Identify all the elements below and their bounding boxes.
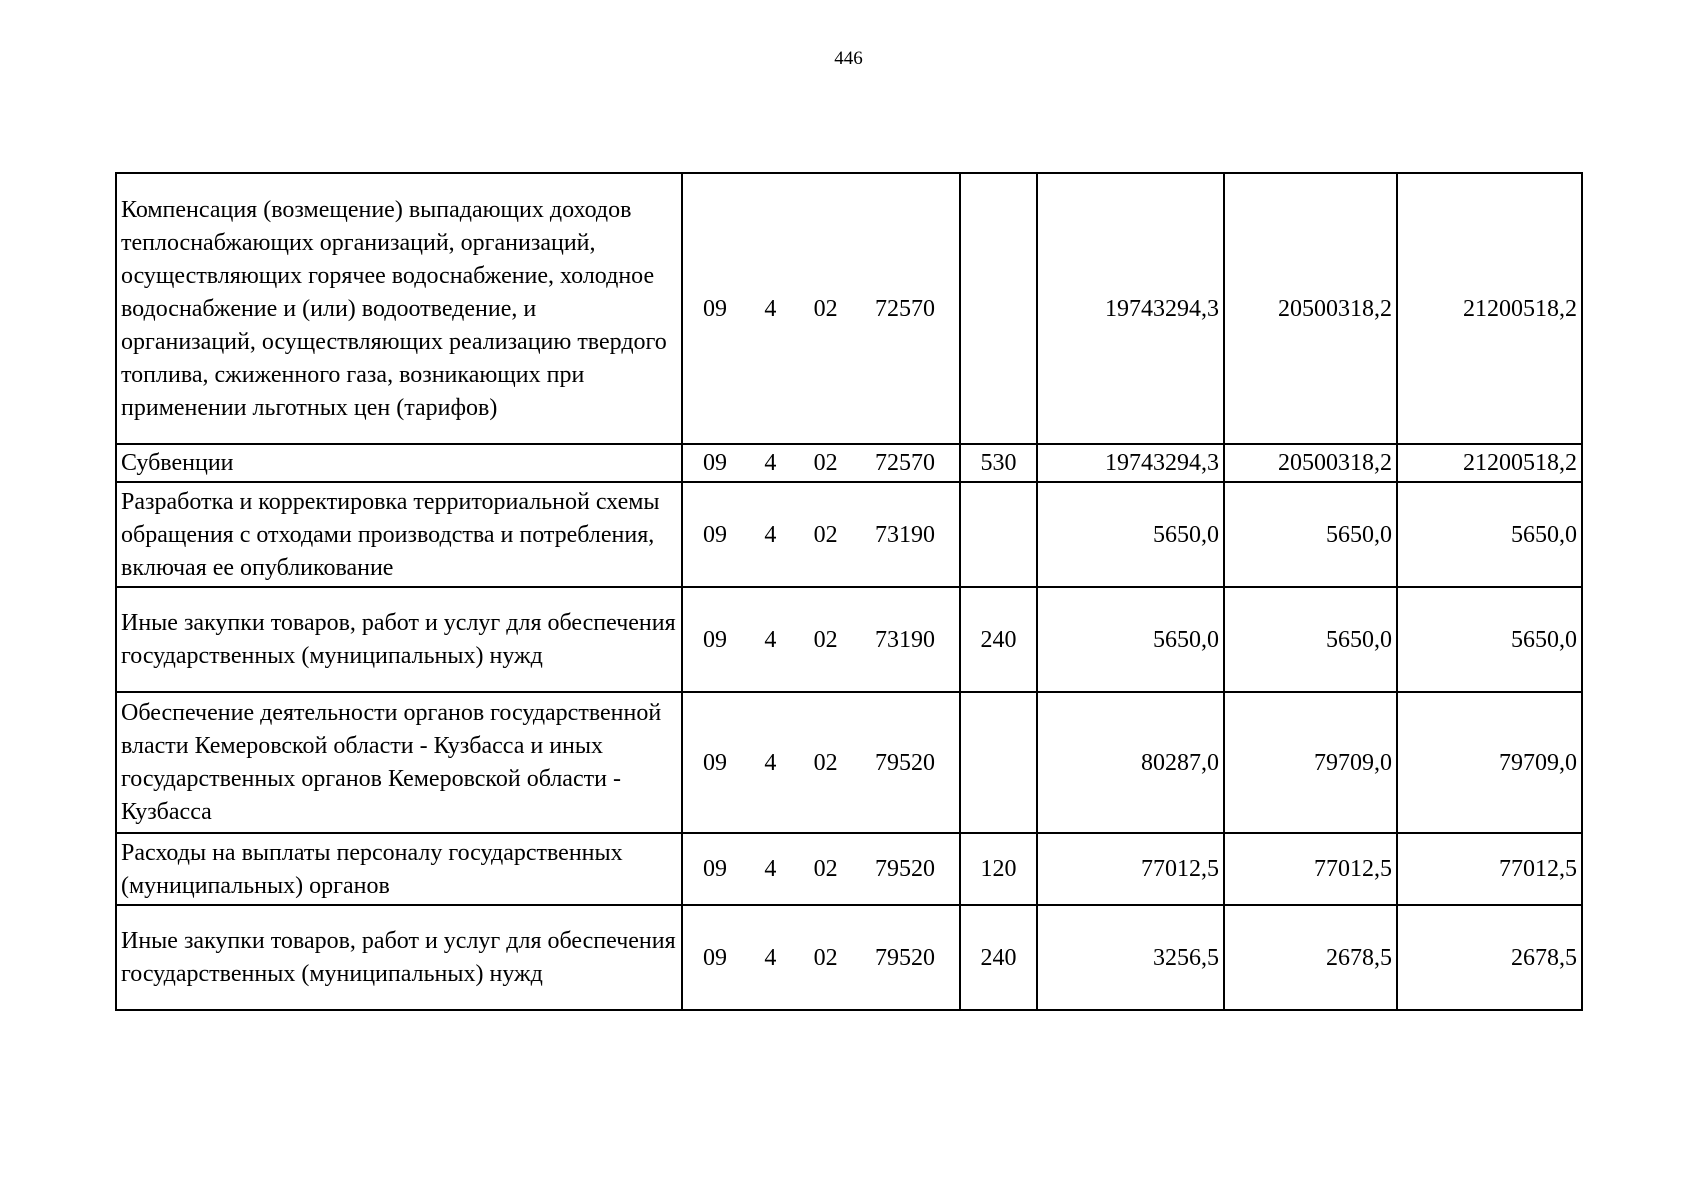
amount-year-1: 77012,5 xyxy=(1037,833,1224,905)
amount-year-2: 2678,5 xyxy=(1224,905,1397,1010)
expense-name: Расходы на выплаты персоналу государственных (муниципальных) органов xyxy=(116,833,682,905)
code-cell xyxy=(682,833,960,905)
amount-year-2: 20500318,2 xyxy=(1224,173,1397,444)
target-article-code: 79520 xyxy=(874,944,935,971)
amount-year-2: 79709,0 xyxy=(1224,692,1397,833)
amount-year-3: 21200518,2 xyxy=(1397,173,1582,444)
subprogram-code: 02 xyxy=(813,521,838,548)
expense-type-code xyxy=(960,173,1037,444)
expense-type-code: 240 xyxy=(960,905,1037,1010)
amount-year-1: 5650,0 xyxy=(1037,482,1224,587)
program-code: 4 xyxy=(764,295,777,322)
expense-type-code: 120 xyxy=(960,833,1037,905)
section-code: 09 xyxy=(703,856,727,882)
amount-year-1: 5650,0 xyxy=(1037,587,1224,692)
target-article-code: 72570 xyxy=(874,295,935,322)
table-body xyxy=(116,173,1582,1010)
expense-name: Обеспечение деятельности органов государственной власти Кемеровской области - Кузбасса и иных государственных органов Кемеровской области - Кузбасса xyxy=(116,692,682,833)
expense-name: Иные закупки товаров, работ и услуг для обеспечения государственных (муниципальных) нужд xyxy=(116,587,682,692)
subprogram-code: 02 xyxy=(813,944,838,971)
expense-type-code xyxy=(960,692,1037,833)
amount-year-2: 5650,0 xyxy=(1224,587,1397,692)
target-article-code: 73190 xyxy=(874,521,935,548)
table-row xyxy=(116,905,1582,1010)
section-code: 09 xyxy=(703,521,727,548)
section-code: 09 xyxy=(703,944,727,971)
subprogram-code: 02 xyxy=(813,626,838,653)
subprogram-code: 02 xyxy=(813,749,838,776)
amount-year-3: 5650,0 xyxy=(1397,587,1582,692)
target-article-code: 72570 xyxy=(874,450,935,476)
program-code: 4 xyxy=(764,749,777,776)
target-article-code: 73190 xyxy=(874,626,935,653)
amount-year-1: 19743294,3 xyxy=(1037,444,1224,482)
expense-type-code xyxy=(960,482,1037,587)
code-cell xyxy=(682,692,960,833)
expense-name: Иные закупки товаров, работ и услуг для обеспечения государственных (муниципальных) нужд xyxy=(116,905,682,1010)
section-code: 09 xyxy=(703,749,727,776)
expense-name: Субвенции xyxy=(116,444,682,482)
table-row xyxy=(116,833,1582,905)
target-article-code: 79520 xyxy=(874,856,935,882)
program-code: 4 xyxy=(764,521,777,548)
target-article-code: 79520 xyxy=(874,749,935,776)
amount-year-3: 5650,0 xyxy=(1397,482,1582,587)
table-row xyxy=(116,173,1582,444)
subprogram-code: 02 xyxy=(813,295,838,322)
code-cell xyxy=(682,587,960,692)
amount-year-3: 21200518,2 xyxy=(1397,444,1582,482)
section-code: 09 xyxy=(703,450,727,476)
amount-year-2: 5650,0 xyxy=(1224,482,1397,587)
budget-table xyxy=(115,172,1583,1011)
amount-year-2: 77012,5 xyxy=(1224,833,1397,905)
expense-type-code: 530 xyxy=(960,444,1037,482)
amount-year-3: 77012,5 xyxy=(1397,833,1582,905)
program-code: 4 xyxy=(764,450,777,476)
code-cell xyxy=(682,173,960,444)
amount-year-1: 19743294,3 xyxy=(1037,173,1224,444)
amount-year-3: 2678,5 xyxy=(1397,905,1582,1010)
code-cell xyxy=(682,905,960,1010)
table-row xyxy=(116,692,1582,833)
expense-name: Компенсация (возмещение) выпадающих доходов теплоснабжающих организаций, организаций, осуществляющих горячее водоснабжение, холодное водоснабжение и (или) водоотведение, и организаций, осуществляющих реализацию твердого топлива, сжиженного газа, возникающих при применении льготных цен (тарифов) xyxy=(116,173,682,444)
table-row xyxy=(116,587,1582,692)
page-number: 446 xyxy=(834,48,863,69)
subprogram-code: 02 xyxy=(813,856,838,882)
amount-year-2: 20500318,2 xyxy=(1224,444,1397,482)
amount-year-1: 80287,0 xyxy=(1037,692,1224,833)
amount-year-1: 3256,5 xyxy=(1037,905,1224,1010)
program-code: 4 xyxy=(764,944,777,971)
table-row xyxy=(116,482,1582,587)
amount-year-3: 79709,0 xyxy=(1397,692,1582,833)
code-cell xyxy=(682,482,960,587)
table-row xyxy=(116,444,1582,482)
program-code: 4 xyxy=(764,856,777,882)
expense-name: Разработка и корректировка территориальной схемы обращения с отходами производства и потребления, включая ее опубликование xyxy=(116,482,682,587)
section-code: 09 xyxy=(703,295,727,322)
program-code: 4 xyxy=(764,626,777,653)
code-cell xyxy=(682,444,960,482)
expense-type-code: 240 xyxy=(960,587,1037,692)
section-code: 09 xyxy=(703,626,727,653)
subprogram-code: 02 xyxy=(813,450,838,476)
